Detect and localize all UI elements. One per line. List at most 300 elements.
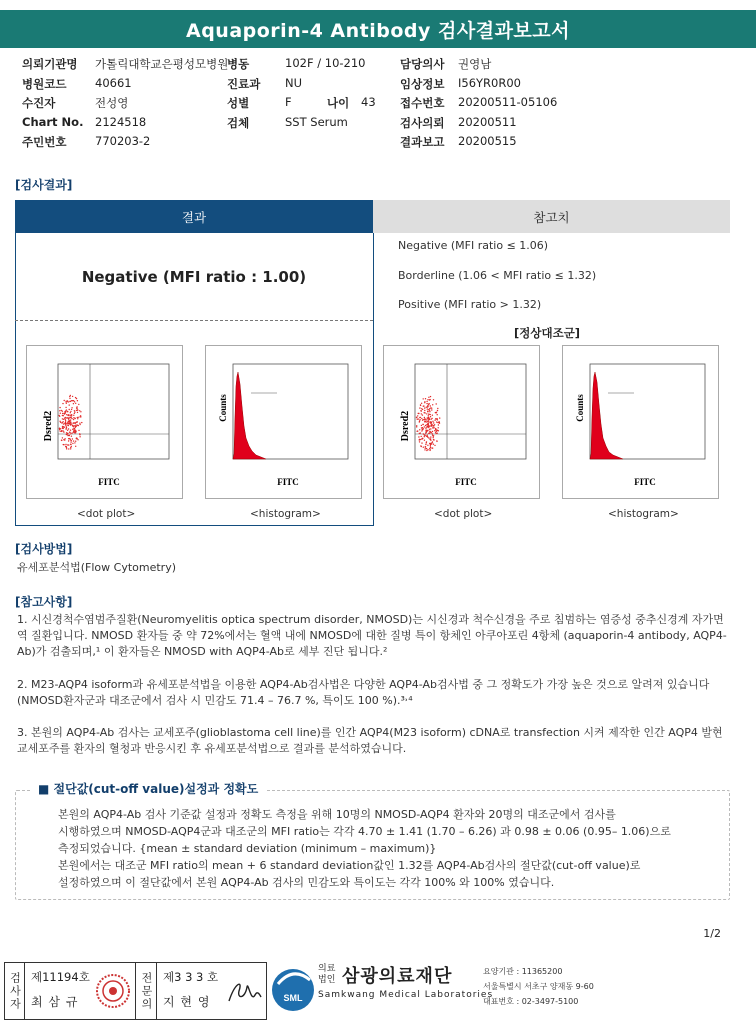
dot-plot-event xyxy=(436,403,437,404)
dot-plot-event xyxy=(70,412,71,413)
dot-plot-event xyxy=(430,440,431,441)
dot-plot-event xyxy=(433,427,434,428)
dot-plot-event xyxy=(438,421,439,422)
dot-plot-event xyxy=(430,421,431,422)
dot-plot-event xyxy=(438,424,439,425)
dot-plot-event xyxy=(436,412,437,413)
dot-plot-event xyxy=(419,420,420,421)
dot-plot-event xyxy=(431,408,432,409)
dot-plot-event xyxy=(425,398,426,399)
org-prefix: 의료법인 xyxy=(318,964,336,985)
dot-plot-event xyxy=(437,419,438,420)
dot-plot-event xyxy=(64,427,65,428)
dot-plot-event xyxy=(426,413,427,414)
dot-plot-event xyxy=(432,427,433,428)
dot-plot-event xyxy=(69,421,70,422)
doctor-label: 담당의사 xyxy=(400,57,445,71)
dot-plot-event xyxy=(424,402,425,403)
control-dot-plot xyxy=(383,345,540,499)
dot-plot-event xyxy=(74,418,75,419)
dot-plot-event xyxy=(69,396,70,397)
specialist-license: 제3 3 3 호 xyxy=(163,970,219,984)
report-label: 결과보고 xyxy=(400,135,445,149)
dot-plot-event xyxy=(422,414,423,415)
dot-plot-event xyxy=(427,421,428,422)
dot-plot-event xyxy=(66,403,67,404)
method-text: 유세포분석법(Flow Cytometry) xyxy=(17,561,177,574)
specialist-label: 전문의 xyxy=(135,963,157,1019)
dot-plot-event xyxy=(67,401,68,402)
dot-plot-event xyxy=(420,432,421,433)
dot-plot-event xyxy=(421,442,422,443)
dot-plot-event xyxy=(435,428,436,429)
dot-plot-event xyxy=(436,441,437,442)
dot-plot-event xyxy=(66,434,67,435)
rrn-value: 770203-2 xyxy=(95,134,151,148)
dot-plot-event xyxy=(80,416,81,417)
dot-plot-event xyxy=(426,448,427,449)
ref-positive: Positive (MFI ratio > 1.32) xyxy=(398,298,542,311)
dot-plot-event xyxy=(428,437,429,438)
dot-plot-event xyxy=(75,446,76,447)
cutoff-title: ■ 절단값(cut-off value)설정과 정확도 xyxy=(30,780,266,797)
dot-plot-event xyxy=(425,432,426,433)
y-axis-label: Dsred2 xyxy=(43,410,54,442)
dot-plot-caption: <dot plot> xyxy=(434,508,493,520)
org-code: 요양기관 : 11365200 xyxy=(483,967,563,976)
dot-plot-event xyxy=(432,415,433,416)
dot-plot-event xyxy=(74,411,75,412)
dot-plot-event xyxy=(60,428,61,429)
dot-plot-event xyxy=(63,431,64,432)
dot-plot-event xyxy=(62,437,63,438)
dot-plot-event xyxy=(430,438,431,439)
dot-plot-event xyxy=(69,398,70,399)
dot-plot-event xyxy=(69,438,70,439)
dot-plot-event xyxy=(438,427,439,428)
dot-plot-event xyxy=(426,403,427,404)
dot-plot-event xyxy=(428,422,429,423)
dot-plot-event xyxy=(428,397,429,398)
results-section-title: [검사결과] xyxy=(15,178,73,192)
dot-plot-event xyxy=(421,425,422,426)
dot-plot-event xyxy=(428,415,429,416)
dot-plot-event xyxy=(433,436,434,437)
result-value: Negative (MFI ratio : 1.00) xyxy=(81,268,307,286)
dot-plot-event xyxy=(74,401,75,402)
dot-plot-event xyxy=(429,408,430,409)
dot-plot-event xyxy=(433,444,434,445)
x-axis-label: FITC xyxy=(98,477,120,487)
receipt-value: 20200511-05106 xyxy=(458,95,558,109)
dot-plot-event xyxy=(59,415,60,416)
dot-plot-event xyxy=(65,420,66,421)
dot-plot-event xyxy=(429,431,430,432)
dot-plot-event xyxy=(70,411,71,412)
dot-plot-event xyxy=(74,442,75,443)
dot-plot-event xyxy=(73,422,74,423)
dot-plot-event xyxy=(65,407,66,408)
dot-plot-event xyxy=(421,436,422,437)
dot-plot-event xyxy=(62,418,63,419)
dot-plot-event xyxy=(423,424,424,425)
dot-plot-event xyxy=(75,397,76,398)
dot-plot-event xyxy=(66,428,67,429)
dot-plot-event xyxy=(68,420,69,421)
dot-plot-event xyxy=(425,428,426,429)
report-title: Aquaporin-4 Antibody 검사결과보고서 xyxy=(0,10,756,48)
dot-plot-event xyxy=(66,448,67,449)
dot-plot-event xyxy=(431,422,432,423)
dot-plot-event xyxy=(65,424,66,425)
dot-plot-event xyxy=(63,423,64,424)
dot-plot-event xyxy=(419,407,420,408)
dot-plot-event xyxy=(425,431,426,432)
dot-plot-event xyxy=(426,401,427,402)
dot-plot-event xyxy=(68,414,69,415)
dot-plot-event xyxy=(431,426,432,427)
dot-plot-event xyxy=(74,413,75,414)
dot-plot-event xyxy=(70,444,71,445)
notes-section-title: [참고사항] xyxy=(15,595,73,609)
dot-plot-event xyxy=(71,409,72,410)
dot-plot-event xyxy=(431,418,432,419)
dot-plot-event xyxy=(70,433,71,434)
y-axis-label: Counts xyxy=(575,394,585,422)
dot-plot-event xyxy=(427,445,428,446)
dot-plot-event xyxy=(417,419,418,420)
specialist-name: 지 현 영 xyxy=(163,995,211,1009)
dot-plot-event xyxy=(68,428,69,429)
sex-value: F xyxy=(285,95,292,109)
patient-histogram xyxy=(205,345,362,499)
dot-plot-event xyxy=(77,425,78,426)
dot-plot-event xyxy=(59,429,60,430)
cutoff-line: 시행하였으며 NMOSD-AQP4군과 대조군의 MFI ratio는 각각 4.70 ± 1.41 (1.70 – 6.26) 과 0.98 ± 0.06 (0.95– 1.06)으로 xyxy=(58,825,671,838)
note-1: 1. 시신경척수염범주질환(Neuromyelitis optica spectrum disorder, NMOSD)는 시신경과 척수신경을 주로 침범하는 염증성 중추신경계 자가면역 질환입니다. NMOSD 환자들 중 약 72%에서는 혈액 내에 NMOSD에 대한 질병 특이 항체인 아쿠아포린 4항체 (aquaporin-4 antibody, AQP4-Ab)가 검출되며,¹ 이 환자들은 NMOSD with AQP4-Ab로 세부 진단 됩니다.² xyxy=(17,613,727,658)
cutoff-line: 본원에서는 대조군 MFI ratio의 mean + 6 standard deviation값인 1.32를 AQP4-Ab검사의 절단값(cut-off value)로 xyxy=(58,859,641,872)
dot-plot-event xyxy=(65,444,66,445)
institution-value: 가톨릭대학교은평성모병원 xyxy=(95,57,229,71)
dot-plot-event xyxy=(429,450,430,451)
dot-plot-event xyxy=(66,423,67,424)
dot-plot-event xyxy=(77,439,78,440)
org-phone: 대표번호 : 02-3497-5100 xyxy=(483,997,579,1006)
histogram-graphic xyxy=(563,346,718,498)
ward-value: 102F / 10-210 xyxy=(285,56,366,70)
dot-plot-event xyxy=(62,422,63,423)
dot-plot-event xyxy=(68,444,69,445)
tester-label: 검사자 xyxy=(5,963,25,1019)
dot-plot-event xyxy=(70,447,71,448)
dot-plot-event xyxy=(72,429,73,430)
dot-plot-event xyxy=(79,433,80,434)
dot-plot-event xyxy=(439,423,440,424)
dot-plot-event xyxy=(67,433,68,434)
divider xyxy=(15,320,373,321)
dot-plot-event xyxy=(59,410,60,411)
dot-plot-event xyxy=(430,405,431,406)
dot-plot-event xyxy=(79,436,80,437)
dot-plot-event xyxy=(427,411,428,412)
dot-plot-event xyxy=(69,404,70,405)
receipt-label: 접수번호 xyxy=(400,96,445,110)
dot-plot-event xyxy=(419,429,420,430)
logo-text: SML xyxy=(283,993,303,1003)
dot-plot-event xyxy=(74,410,75,411)
dot-plot-event xyxy=(433,439,434,440)
patient-value: 전성영 xyxy=(95,96,129,110)
dot-plot-event xyxy=(73,440,74,441)
dot-plot-event xyxy=(69,401,70,402)
dot-plot-event xyxy=(63,444,64,445)
dot-plot-event xyxy=(70,441,71,442)
dot-plot-event xyxy=(429,410,430,411)
dot-plot-event xyxy=(431,409,432,410)
dot-plot-event xyxy=(66,414,67,415)
dot-plot-event xyxy=(430,436,431,437)
dot-plot-event xyxy=(423,433,424,434)
dot-plot-event xyxy=(72,438,73,439)
dot-plot-event xyxy=(424,407,425,408)
dot-plot-event xyxy=(421,418,422,419)
dot-plot-event xyxy=(432,433,433,434)
dot-plot-event xyxy=(67,423,68,424)
dot-plot-event xyxy=(424,421,425,422)
org-address: 서울특별시 서초구 양재동 9-60 xyxy=(483,982,594,991)
dot-plot-event xyxy=(67,430,68,431)
dot-plot-event xyxy=(68,440,69,441)
ref-negative: Negative (MFI ratio ≤ 1.06) xyxy=(398,239,549,252)
dot-plot-event xyxy=(67,422,68,423)
dot-plot-event xyxy=(426,421,427,422)
dot-plot-event xyxy=(76,438,77,439)
dot-plot-event xyxy=(76,407,77,408)
dot-plot-event xyxy=(72,396,73,397)
dot-plot-event xyxy=(78,417,79,418)
dot-plot-event xyxy=(80,411,81,412)
dot-plot-event xyxy=(71,433,72,434)
page-number: 1/2 xyxy=(703,927,721,940)
dot-plot-event xyxy=(433,399,434,400)
dot-plot-event xyxy=(429,411,430,412)
dot-plot-event xyxy=(434,420,435,421)
dot-plot-graphic xyxy=(27,346,182,498)
dot-plot-event xyxy=(430,444,431,445)
dot-plot-event xyxy=(425,425,426,426)
dot-plot-event xyxy=(424,435,425,436)
y-axis-label: Counts xyxy=(218,394,228,422)
dot-plot-event xyxy=(60,413,61,414)
dot-plot-event xyxy=(74,425,75,426)
dot-plot-event xyxy=(71,446,72,447)
dot-plot-event xyxy=(417,415,418,416)
org-english-name: Samkwang Medical Laboratories xyxy=(318,990,494,1000)
dot-plot-event xyxy=(425,448,426,449)
dot-plot-event xyxy=(77,400,78,401)
dot-plot-event xyxy=(430,447,431,448)
dot-plot-event xyxy=(72,443,73,444)
x-axis-label: FITC xyxy=(277,477,299,487)
dot-plot-event xyxy=(437,408,438,409)
hospital-code-label: 병원코드 xyxy=(22,76,67,91)
age-value: 43 xyxy=(361,95,376,109)
dot-plot-event xyxy=(432,431,433,432)
dot-plot-event xyxy=(433,422,434,423)
chart-label: Chart No. xyxy=(22,114,84,129)
clinical-value: I56YR0R00 xyxy=(458,75,521,90)
rrn-label: 주민번호 xyxy=(22,135,67,149)
dot-plot-event xyxy=(424,410,425,411)
dot-plot-event xyxy=(437,430,438,431)
dot-plot-event xyxy=(66,426,67,427)
dot-plot-event xyxy=(424,436,425,437)
org-name: 삼광의료재단 xyxy=(342,966,453,987)
ref-borderline: Borderline (1.06 < MFI ratio ≤ 1.32) xyxy=(398,269,597,282)
dot-plot-event xyxy=(77,418,78,419)
dot-plot-event xyxy=(62,428,63,429)
sml-logo-icon xyxy=(270,964,316,1012)
sex-label: 성별 xyxy=(227,96,250,110)
cutoff-line: 설정하였으며 이 절단값에서 본원 AQP4-Ab 검사의 민감도와 특이도는 각각 100% 와 100% 였습니다. xyxy=(58,876,555,889)
request-label: 검사의뢰 xyxy=(400,115,445,130)
histogram-caption: <histogram> xyxy=(250,508,321,520)
dot-plot-event xyxy=(424,440,425,441)
dot-plot-event xyxy=(75,431,76,432)
dot-plot-event xyxy=(430,414,431,415)
dot-plot-event xyxy=(437,414,438,415)
reference-header: 참고치 xyxy=(373,200,730,233)
dot-plot-event xyxy=(64,439,65,440)
dot-plot-event xyxy=(65,401,66,402)
specimen-value: SST Serum xyxy=(285,114,348,129)
dot-plot-event xyxy=(71,423,72,424)
cutoff-line: 측정되었습니다. {mean ± standard deviation (minimum – maximum)} xyxy=(58,842,437,855)
dot-plot-event xyxy=(421,430,422,431)
dot-plot-event xyxy=(427,399,428,400)
dot-plot-event xyxy=(416,417,417,418)
dot-plot-event xyxy=(420,410,421,411)
dot-plot-event xyxy=(64,438,65,439)
dot-plot-event xyxy=(79,424,80,425)
dot-plot-event xyxy=(431,448,432,449)
dot-plot-event xyxy=(68,448,69,449)
dot-plot-event xyxy=(426,441,427,442)
dot-plot-event xyxy=(71,400,72,401)
dot-plot-event xyxy=(432,421,433,422)
dot-plot-event xyxy=(422,429,423,430)
dot-plot-caption: <dot plot> xyxy=(77,508,136,520)
dot-plot-event xyxy=(69,420,70,421)
dot-plot-event xyxy=(424,412,425,413)
dot-plot-event xyxy=(71,414,72,415)
dot-plot-event xyxy=(62,426,63,427)
dot-plot-event xyxy=(424,426,425,427)
report-date-value: 20200515 xyxy=(458,134,517,148)
dot-plot-event xyxy=(419,439,420,440)
dot-plot-event xyxy=(422,427,423,428)
dot-plot-event xyxy=(428,424,429,425)
dot-plot-event xyxy=(78,404,79,405)
dot-plot-event xyxy=(422,420,423,421)
chart-value: 2124518 xyxy=(95,114,147,129)
clinical-label: 임상정보 xyxy=(400,76,445,91)
method-section-title: [검사방법] xyxy=(15,542,73,556)
dot-plot-event xyxy=(70,430,71,431)
dot-plot-event xyxy=(421,403,422,404)
histogram-caption: <histogram> xyxy=(608,508,679,520)
dot-plot-event xyxy=(426,426,427,427)
dot-plot-event xyxy=(64,400,65,401)
dot-plot-event xyxy=(70,448,71,449)
dot-plot-event xyxy=(427,437,428,438)
dot-plot-event xyxy=(427,408,428,409)
dot-plot-event xyxy=(429,419,430,420)
dot-plot-event xyxy=(66,447,67,448)
dot-plot-event xyxy=(428,427,429,428)
dot-plot-event xyxy=(71,436,72,437)
dot-plot-event xyxy=(69,409,70,410)
dot-plot-event xyxy=(419,417,420,418)
dot-plot-event xyxy=(430,396,431,397)
dot-plot-event xyxy=(436,421,437,422)
dot-plot-event xyxy=(431,432,432,433)
dot-plot-event xyxy=(416,426,417,427)
dot-plot-event xyxy=(71,440,72,441)
dot-plot-event xyxy=(75,441,76,442)
dot-plot-event xyxy=(437,410,438,411)
dot-plot-event xyxy=(59,428,60,429)
dot-plot-event xyxy=(77,412,78,413)
cutoff-line: 본원의 AQP4-Ab 검사 기준값 설정과 정확도 측정을 위해 10명의 NMOSD-AQP4 환자와 20명의 대조군에서 검사를 xyxy=(58,808,616,821)
dot-plot-event xyxy=(433,437,434,438)
dot-plot-event xyxy=(65,410,66,411)
dot-plot-event xyxy=(430,428,431,429)
dot-plot-event xyxy=(73,431,74,432)
dot-plot-event xyxy=(425,446,426,447)
dot-plot-event xyxy=(77,409,78,410)
cutoff-text xyxy=(58,806,718,891)
tester-license: 제11194호 xyxy=(31,970,90,984)
dot-plot-event xyxy=(69,423,70,424)
y-axis-label: Dsred2 xyxy=(400,410,411,442)
dot-plot-event xyxy=(67,435,68,436)
patient-label: 수진자 xyxy=(22,96,56,110)
patient-info xyxy=(22,56,742,154)
dot-plot-event xyxy=(432,425,433,426)
ward-label: 병동 xyxy=(227,57,250,71)
dot-plot-event xyxy=(428,403,429,404)
dot-plot-event xyxy=(72,425,73,426)
result-header: 결과 xyxy=(15,200,373,233)
dot-plot-event xyxy=(422,438,423,439)
dot-plot-event xyxy=(420,405,421,406)
dot-plot-event xyxy=(418,436,419,437)
dot-plot-event xyxy=(432,441,433,442)
hospital-code-value: 40661 xyxy=(95,75,132,90)
note-3: 3. 본원의 AQP4-Ab 검사는 교세포주(glioblastoma cell line)를 인간 AQP4(M23 isoform) cDNA로 transfection 시켜 제작한 인간 AQP4 발현 교세포주를 환자의 혈청과 반응시킨 후 유세포분석법으로 결과를 분석하였습니다. xyxy=(17,726,723,755)
dot-plot-event xyxy=(424,449,425,450)
dot-plot-graphic xyxy=(384,346,539,498)
dot-plot-event xyxy=(73,403,74,404)
dot-plot-event xyxy=(79,410,80,411)
request-value: 20200511 xyxy=(458,114,517,129)
dot-plot-event xyxy=(62,403,63,404)
dot-plot-event xyxy=(437,433,438,434)
dot-plot-event xyxy=(439,417,440,418)
signature-box xyxy=(4,962,267,1020)
dot-plot-event xyxy=(78,430,79,431)
